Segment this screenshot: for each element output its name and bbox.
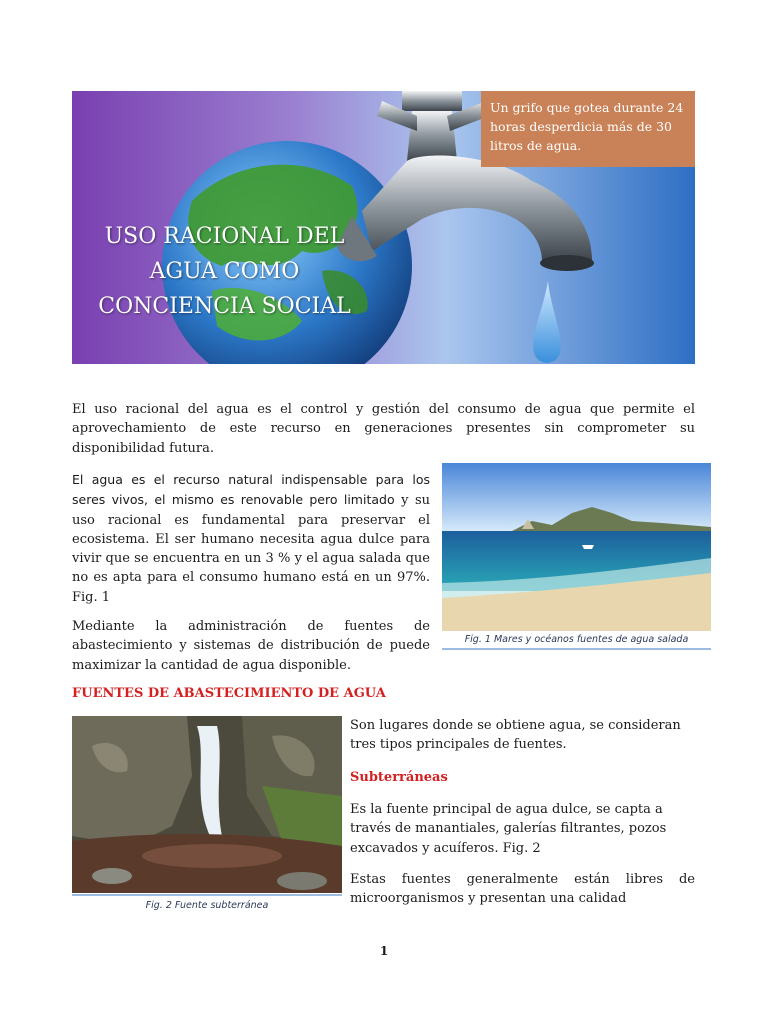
subterraneas-paragraph-1: Es la fuente principal de agua dulce, se capta a través de manantiales, galerías filtrantes, pozos excavados y acuíferos. Fig. 2	[350, 802, 667, 856]
emphasis-text: El agua es el recurso natural indispensable para los seres vivos, el mismo es renovable pero limitado	[72, 472, 430, 508]
sources-paragraph: Son lugares donde se obtiene agua, se consideran tres tipos principales de fuentes.	[350, 718, 681, 753]
beach-photo	[442, 463, 711, 631]
title-line-3: CONCIENCIA SOCIAL	[98, 294, 351, 319]
water-resource-paragraph	[72, 470, 430, 607]
waterfall-illustration	[72, 716, 342, 893]
intro-paragraph: El uso racional del agua es el control y gestión del consumo de agua que permite el aprovechamiento de este recurso en generaciones presentes sin comprometer su disponibilidad futura.	[72, 402, 695, 456]
document-title	[72, 219, 377, 324]
subterraneas-paragraph-2: Estas fuentes generalmente están libres de microorganismos y presentan una calidad	[350, 872, 695, 907]
fig1-caption-rule	[442, 648, 711, 650]
title-line-2: AGUA COMO	[149, 259, 300, 284]
administration-paragraph: Mediante la administración de fuentes de abastecimiento y sistemas de distribución de puede maximizar la cantidad de agua disponible.	[72, 619, 430, 673]
page-number: 1	[379, 944, 389, 958]
banner-image	[72, 91, 695, 364]
waterfall-photo	[72, 716, 342, 893]
beach-illustration	[442, 463, 711, 631]
callout-box: Un grifo que gotea durante 24 horas desperdicia más de 30 litros de agua.	[481, 91, 695, 167]
paragraph-continuation: y su uso racional es fundamental para preservar el ecosistema. El ser humano necesita agua dulce para vivir que se encuentra en un 3 % y el agua salada que no es apta para el consumo humano está en un 97%. Fig. 1	[72, 493, 431, 605]
fig1-caption: Fig. 1 Mares y océanos fuentes de agua salada	[464, 634, 689, 645]
title-line-1: USO RACIONAL DEL	[104, 224, 345, 249]
subterraneas-heading: Subterráneas	[350, 770, 448, 785]
section-heading: FUENTES DE ABASTECIMIENTO DE AGUA	[72, 686, 386, 701]
fig2-caption-rule	[72, 894, 342, 896]
fig2-caption: Fig. 2 Fuente subterránea	[145, 900, 269, 911]
